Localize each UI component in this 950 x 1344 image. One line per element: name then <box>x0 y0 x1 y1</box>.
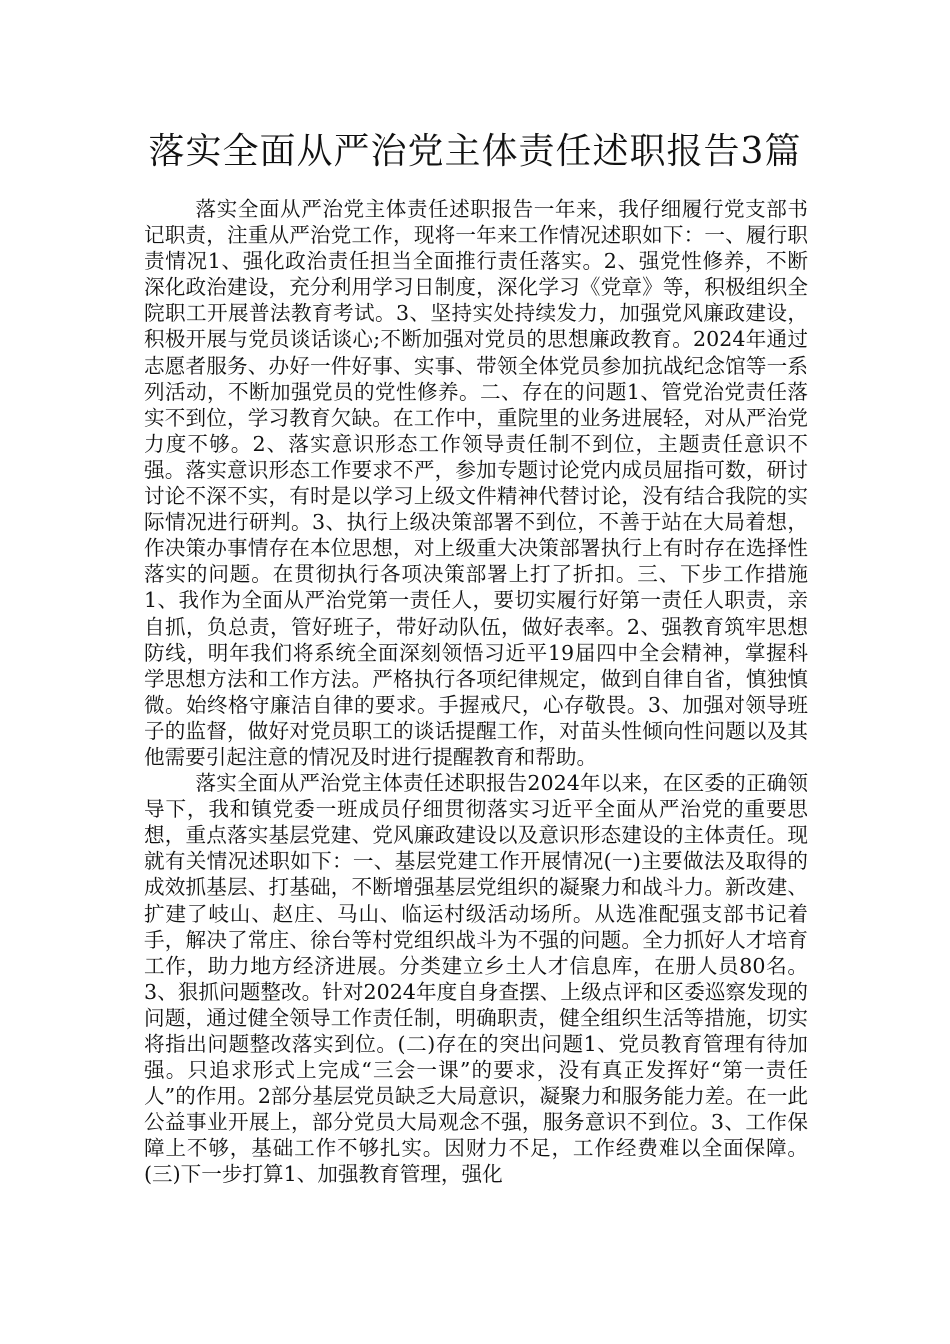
paragraph-2: 落实全面从严治党主体责任述职报告2024年以来，在区委的正确领导下，我和镇党委一班成员仔细贯彻落实习近平全面从严治党的重要思想，重点落实基层党建、党风廉政建设以及意识形态建设的主体责任。现就有关情况述职如下：一、基层党建工作开展情况(一)主要做法及取得的成效抓基层、打基础，不断增强基层党组织的凝聚力和战斗力。新改建、扩建了岐山、赵庄、马山、临运村级活动场所。从选准配强支部书记着手，解决了常庄、徐台等村党组织战斗为不强的问题。全力抓好人才培育工作，助力地方经济进展。分类建立乡土人才信息库，在册人员80名。3、狠抓问题整改。针对2024年度自身查摆、上级点评和区委巡察发现的问题，通过健全领导工作责任制，明确职责，健全组织生活等措施，切实将指出问题整改落实到位。(二)存在的突出问题1、党员教育管理有待加强。只追求形式上完成“三会一课”的要求，没有真正发挥好“第一责任人”的作用。2部分基层党员缺乏大局意识，凝聚力和服务能力差。在一此公益事业开展上，部分党员大局观念不强，服务意识不到位。3、工作保障上不够，基础工作不够扎实。因财力不足，工作经费难以全面保障。(三)下一步打算1、加强教育管理，强化 <box>144 771 808 1187</box>
paragraph-1: 落实全面从严治党主体责任述职报告一年来，我仔细履行党支部书记职责，注重从严治党工作，现将一年来工作情况述职如下：一、履行职责情况1、强化政治责任担当全面推行责任落实。2、强党性修养，不断深化政治建设，充分利用学习日制度，深化学习《党章》等，积极组织全院职工开展普法教育考试。3、坚持实处持续发力，加强党风廉政建设，积极开展与党员谈话谈心;不断加强对党员的思想廉政教育。2024年通过志愿者服务、办好一件好事、实事、带领全体党员参加抗战纪念馆等一系列活动，不断加强党员的党性修养。二、存在的问题1、管党治党责任落实不到位，学习教育欠缺。在工作中，重院里的业务进展轻，对从严治党力度不够。2、落实意识形态工作领导责任制不到位，主题责任意识不强。落实意识形态工作要求不严，参加专题讨论党内成员屈指可数，研讨讨论不深不实，有时是以学习上级文件精神代替讨论，没有结合我院的实际情况进行研判。3、执行上级决策部署不到位，不善于站在大局着想，作决策办事情存在本位思想，对上级重大决策部署执行上有时存在选择性落实的问题。在贯彻执行各项决策部署上打了折扣。三、下步工作措施1、我作为全面从严治党第一责任人，要切实履行好第一责任人职责，亲自抓，负总责，管好班子，带好动队伍，做好表率。2、强教育筑牢思想防线，明年我们将系统全面深刻领悟习近平19届四中全会精神，掌握科学思想方法和工作方法。严格执行各项纪律规定，做到自律自省，慎独慎微。始终格守廉洁自律的要求。手握戒尺，心存敬畏。3、加强对领导班子的监督，做好对党员职工的谈话提醒工作，对苗头性倾向性问题以及其他需要引起注意的情况及时进行提醒教育和帮助。 <box>144 197 808 769</box>
document-body <box>144 196 808 1188</box>
document-title: 落实全面从严治党主体责任述职报告3篇 <box>148 131 802 172</box>
